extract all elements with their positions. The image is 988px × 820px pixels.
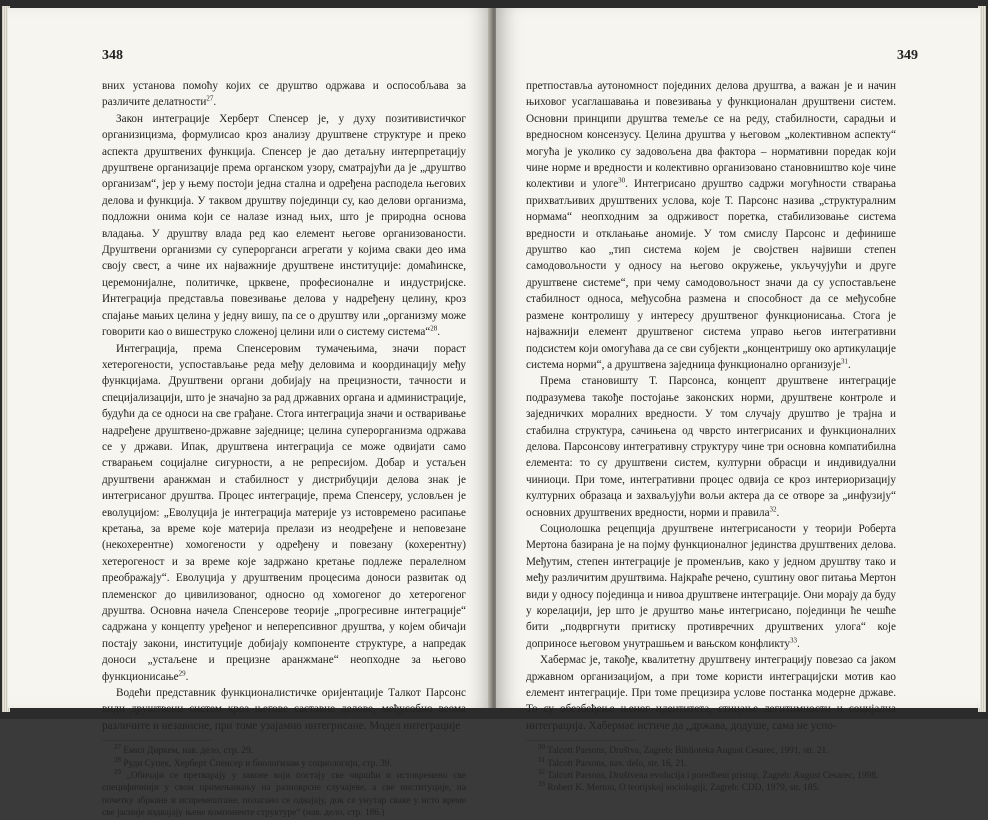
paragraph: вних установа помоћу којих се друштво одржава и оспособљава за различите делатности$^{27}$. — [102, 80, 466, 109]
paragraph: Закон интеграције Херберт Спенсер је, у духу позитивистичког организицизма, формулисао кроз анализу друштвене структуре и преко аспекта друштвених функција. Спенсер је дао детаљну интерпретацију друштвене организације према органском узору, сматрајући да је „друштво организам“, јер у њему постоји једна стална и одређена расподела његових делова и функција. У таквом друштву појединци су, као делови организма, подложни онима који се налазе изнад њих, што је природна основа владања. У друштву влада ред као елемент његове организованости. Друштвени организми су суперорганси агрегати у којима сваки део има своју свест, а чине их најважније друштвене институције: домаћинске, церемонијалне, политичке, црквене, професионалне и индустријске. Интеграција представља повезивање делова у надређену целину, кроз спајање мањих целина у једну вишу, па се о друштву или „организму може говорити као о вишеструко сложеној целини или о систему система“$^{28}$. — [102, 112, 466, 339]
footnote: $^{33}$ Robert K. Merton, O teorijskoj sociologiji, Zagreb: CDD, 1979, str. 185. — [538, 780, 820, 794]
footnote-rule — [102, 740, 212, 741]
footnotes — [526, 745, 896, 795]
footnote: $^{28}$ Руди Супек, Херберт Спенсер и биологизам у социологији, стр. 39. — [114, 755, 392, 769]
page-body — [526, 78, 896, 795]
paragraph: Социолошка рецепција друштвене интегрисаности у теорији Роберта Мертона базирана је на појму функционалног јединства друштвених делова. Међутим, степен интеграције је променљив, како у једном друштву тако и међу различитим друштвима. Најкраће речено, суштину овог питања Мертон види у односу појединца и нивоа друштвене интеграције. Они морају да буду у корелацији, јер што је друштво мање интегрисано, појединци ће чешће бити „подвргнути притиску противречних друштвених улога“ које доприносе његовом унутрашњем и вањском конфликту$^{33}$. — [526, 522, 896, 650]
page-body — [102, 78, 466, 820]
paragraph: Према становишту Т. Парсонса, концепт друштвене интеграције подразумева такође постојање законских норми, друштвене контроле и заједничких моралних вредности. У том случају друштво је трајна и стабилна структура, сачињена од чврсто интегрисаних и функционалних делова. Парсонсову интегративну структуру чине три основна компатибилна елемента: то су друштвени систем, културни обрасци и индивидуални чиниоци. При томе, интегративни процес одвија се кроз интериоризацију културних образаца и захваљујући вољи актера да се отворе за „инфузију“ основних друштвених вредности, норми и правила$^{32}$. — [526, 375, 896, 519]
paragraph: претпоставља аутономност појединих делова друштва, а важан је и начин њиховог усаглашавања и повезивања у функционалан друштвени систем. Основни принципи друштва темеље се на реду, стабилности, сарадњи и вредносном консензусу. Целина друштва у његовом „колективном аспекту“ могућа је уколико су задовољена два фактора – нормативни поредак који чине норме и вредности и колективно организовано становништво које чине колективи и улоге$^{30}$. Интегрисано друштво садржи могућности стварања прихватљивих друштвених услова, које Т. Парсонс назива „структуралним нормама“ неопходним за одрживост поретка, стабилизовање система вредности и отклањање аномије. У том смислу Парсонс и дефинише друштво као „тип система којем је својствен највиши степен самодовољности у односу на његово окружење, укључујући и друге друштвене системе“, при чему самодовољност значи да су успостављене стабилност односа, међусобна размена и способност да се међусобне размене контролишу у интересу друштвеног функционисања. Стога је најважнији елемент друштвеног система управо његов интегративни подсистем који омогућава да се сви субјекти „концентришу око артикулације система норми“, а друштвена заједница функционално организује$^{31}$. — [526, 80, 896, 371]
footnotes — [102, 745, 466, 819]
paragraph: Хабермас је, такође, квалитетну друштвену интеграцију повезао са јаком државном организацијом, а при томе користи интеграцијски мотив као елемент интеграције. При томе прецизира услове постанка модерне државе. То су обезбеђење њеног идентитета, стицање легитимности и социјална интеграција. Хабермас истиче да „држава, додуше, сама не успо- — [526, 654, 896, 732]
paragraph: Водећи представник функционалистичке оријентације Талкот Парсонс види друштвени систем кроз његове саставне делове, међусобно веома различите и независне, при томе узајамно интегрисане. Модел интеграције — [102, 687, 466, 732]
footnote: $^{27}$ Емил Диркем, нав. дело, стр. 29. — [114, 743, 253, 757]
paragraph: Интеграција, према Спенсеровим тумачењима, значи пораст хетерогености, успостављање реда међу деловима и координацију међу функцијама. Друштвени органи добијају на прецизности, тачности и специјализацији, што је значајно за рад државних органа и администрације, будући да се односи на све грађане. Стога интеграција значи и остваривање надређене друштвено-државне заједнице; целина суперорганизма одржава се у држави. Ипак, друштвена интеграција се може одвијати само стварањем социјалне сигурности, а не репресијом. Добар и устаљен друштвени аранжман и стабилност у дистрибуцији делова знак је интегрисаног друштва. Процес интеграције, према Спенсеру, условљен је еволуцијом: „Еволуција је интеграција материје уз истовремено расипање кретања, за време које материја прелази из неодређене и неповезане (некохерентне) хомогености у одређену и повезану (кохерентну) хетерогеност и за време које задржано кретање подлеже пералелном преображају“. Еволуција у друштвеним процесима доноси развитак од племенског до цивилизованог, односно од хомогеног до хетерогеног друштва. Основна начела Спенсерове теорије „прогресивне интеграције“ садржана у концепту уређеног и неперепсивног друштва, у којем обичаји постају закони, институције добијају компоненте структуре, а напредак доноси „устаљене и прецизне аранжмане“ неопходне за његово функционисање$^{29}$. — [102, 342, 466, 683]
page-number: 348 — [102, 48, 123, 63]
page-number: 349 — [897, 48, 918, 63]
left-page — [8, 8, 492, 819]
footnote: $^{31}$ Talcott Parsons, nav. delo, str. 16, 21. — [538, 755, 688, 769]
right-page — [496, 8, 980, 794]
footnote: $^{30}$ Talcott Parsons, Društva, Zagreb: Biblioteka August Cesarec, 1991, str. 21. — [538, 743, 829, 757]
footnote: $^{29}$ „Обичаји се претварају у законе који постају све чвршћи и истовремено све специфичнији у свом примењивању на разноврсне случајеве, а све институције, на почетку збркане и испремештане, полагано се одвајају, док се унутар сваке у исто време све јасније издвајају њене компоненте структуре“ (нав. дело, стр. 186.) — [102, 767, 466, 819]
footnote: $^{32}$ Talcott Parsons, Društvena evolucija i poredbeni pristup, Zagreb: August Cesarec, 1998. — [538, 767, 879, 782]
footnote-rule — [526, 740, 636, 741]
